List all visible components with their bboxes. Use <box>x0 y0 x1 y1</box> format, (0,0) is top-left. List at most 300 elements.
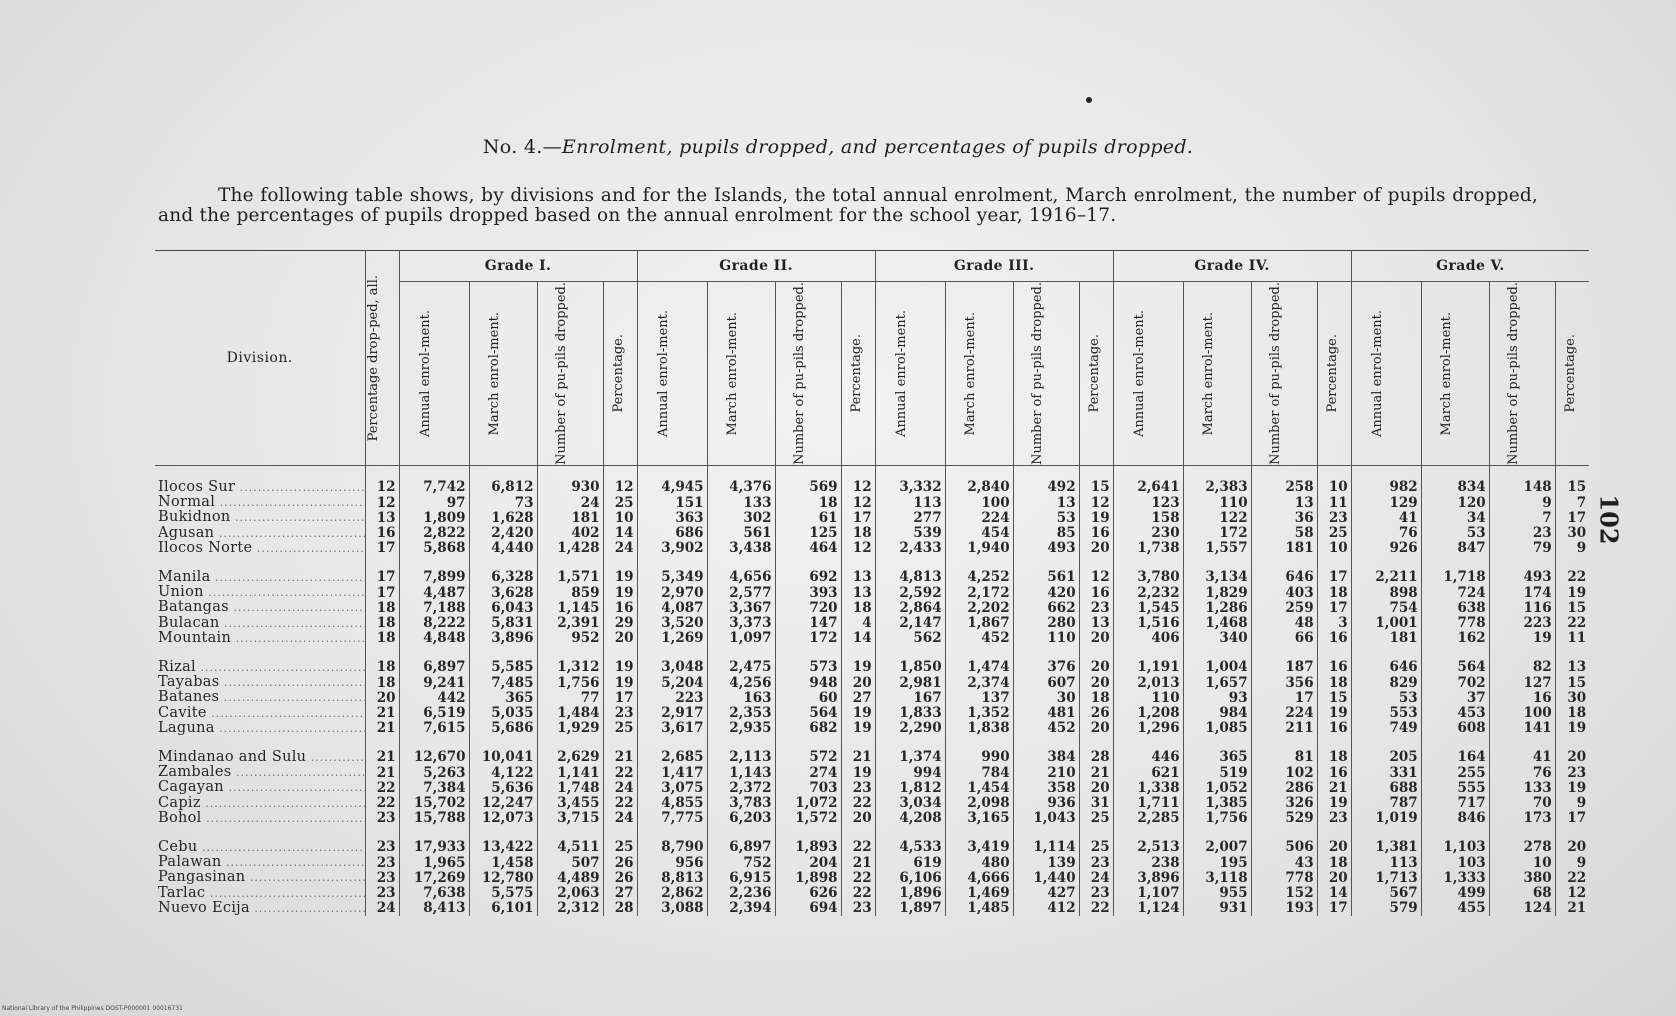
value-cell: 8,222 <box>399 616 469 631</box>
spacer-cell <box>1013 736 1079 750</box>
value-cell: 133 <box>1489 780 1555 795</box>
value-cell: 22 <box>841 840 875 855</box>
table-row <box>155 495 1589 510</box>
value-cell: 1,333 <box>1421 870 1489 885</box>
sub-column-header <box>775 282 841 466</box>
value-cell: 3,455 <box>537 796 603 811</box>
value-cell: 561 <box>1013 570 1079 585</box>
spacer-cell <box>775 556 841 570</box>
spacer-cell <box>365 646 399 660</box>
value-cell: 3,419 <box>945 840 1013 855</box>
table-row <box>155 675 1589 690</box>
value-cell: 572 <box>775 750 841 765</box>
sub-column-label: Number of pu-pils dropped. <box>1030 282 1046 465</box>
value-cell: 1,103 <box>1421 840 1489 855</box>
value-cell: 21 <box>365 750 399 765</box>
value-cell: 5,035 <box>469 706 537 721</box>
value-cell: 4 <box>841 616 875 631</box>
value-cell: 167 <box>875 690 945 705</box>
value-cell: 18 <box>841 526 875 541</box>
value-cell: 82 <box>1489 660 1555 675</box>
value-cell: 24 <box>603 541 637 556</box>
value-cell: 1,850 <box>875 660 945 675</box>
spacer-cell <box>1113 826 1183 840</box>
spacer-cell <box>1489 826 1555 840</box>
grade-header: Grade I. <box>399 251 637 282</box>
value-cell: 70 <box>1489 796 1555 811</box>
value-cell: 137 <box>945 690 1013 705</box>
value-cell: 8,413 <box>399 901 469 916</box>
value-cell: 19 <box>841 660 875 675</box>
value-cell: 25 <box>1317 526 1351 541</box>
value-cell: 13 <box>1013 495 1079 510</box>
value-cell: 16 <box>365 526 399 541</box>
spacer-cell <box>469 826 537 840</box>
value-cell: 1,738 <box>1113 541 1183 556</box>
value-cell: 1,838 <box>945 721 1013 736</box>
value-cell: 455 <box>1421 901 1489 916</box>
sub-column-label: Percentage. <box>1087 334 1103 413</box>
value-cell: 110 <box>1113 690 1183 705</box>
value-cell: 23 <box>1567 764 1587 781</box>
value-cell: 181 <box>1251 541 1317 556</box>
value-cell: 3,165 <box>945 811 1013 826</box>
value-cell: 173 <box>1489 811 1555 826</box>
spacer-cell <box>399 556 469 570</box>
value-cell: 113 <box>875 495 945 510</box>
value-cell: 464 <box>775 541 841 556</box>
value-cell: 452 <box>1013 721 1079 736</box>
spacer-cell <box>537 646 603 660</box>
value-cell: 6,897 <box>707 840 775 855</box>
table-header <box>155 251 1589 466</box>
value-cell: 579 <box>1351 901 1421 916</box>
spacer-cell <box>875 556 945 570</box>
value-cell: 30 <box>1013 690 1079 705</box>
value-cell: 18 <box>365 660 399 675</box>
grade-header: Grade II. <box>637 251 875 282</box>
spacer-cell <box>707 826 775 840</box>
spacer-cell <box>1555 556 1589 570</box>
group-spacer <box>155 736 1589 750</box>
value-cell: 2,172 <box>945 585 1013 600</box>
grade-header: Grade III. <box>875 251 1113 282</box>
spacer-cell <box>1183 465 1251 480</box>
value-cell: 61 <box>775 510 841 525</box>
value-cell: 2,981 <box>875 675 945 690</box>
spacer-cell <box>775 646 841 660</box>
spacer-cell <box>945 465 1013 480</box>
value-cell: 25 <box>603 721 637 736</box>
value-cell: 1,428 <box>537 541 603 556</box>
value-cell: 1,352 <box>945 706 1013 721</box>
value-cell: 493 <box>1489 570 1555 585</box>
value-cell: 12 <box>841 541 875 556</box>
spacer-cell <box>1555 646 1589 660</box>
value-cell: 2,312 <box>537 901 603 916</box>
value-cell: 224 <box>1251 706 1317 721</box>
value-cell: 2,822 <box>399 526 469 541</box>
value-cell: 608 <box>1421 721 1489 736</box>
value-cell: 10 <box>1489 855 1555 870</box>
value-cell: 13 <box>1251 495 1317 510</box>
value-cell: 1,557 <box>1183 541 1251 556</box>
value-cell: 1,269 <box>637 631 707 646</box>
value-cell: 26 <box>603 870 637 885</box>
value-cell: 19 <box>1567 720 1587 737</box>
value-cell: 19 <box>603 570 637 585</box>
value-cell: 412 <box>1013 901 1079 916</box>
value-cell: 37 <box>1421 690 1489 705</box>
value-cell: 5,263 <box>399 765 469 780</box>
value-cell: 956 <box>637 855 707 870</box>
value-cell: 22 <box>603 796 637 811</box>
value-cell: 100 <box>1489 706 1555 721</box>
spacer-cell <box>637 556 707 570</box>
grade-header: Grade V. <box>1351 251 1589 282</box>
value-cell: 3,034 <box>875 796 945 811</box>
value-cell: 20 <box>1079 780 1113 795</box>
spacer-cell <box>1251 736 1317 750</box>
value-cell: 331 <box>1351 765 1421 780</box>
value-cell: 662 <box>1013 600 1079 615</box>
group-spacer <box>155 646 1589 660</box>
spacer-cell <box>155 465 365 480</box>
value-cell: 621 <box>1113 765 1183 780</box>
division-name-cell: Batanes ..... <box>155 690 365 705</box>
table-row <box>155 811 1589 826</box>
value-cell: 21 <box>365 765 399 780</box>
value-cell: 1,052 <box>1183 780 1251 795</box>
division-name-cell: Capiz ..... <box>155 796 365 811</box>
value-cell: 982 <box>1351 480 1421 495</box>
value-cell: 2,840 <box>945 480 1013 495</box>
sub-column-header <box>1317 282 1351 466</box>
value-cell: 14 <box>841 631 875 646</box>
value-cell: 9 <box>1489 495 1555 510</box>
value-cell: 12 <box>1079 570 1113 585</box>
value-cell: 703 <box>775 780 841 795</box>
value-cell: 3,088 <box>637 901 707 916</box>
spacer-cell <box>1183 736 1251 750</box>
sub-column-header <box>603 282 637 466</box>
value-cell: 26 <box>1079 706 1113 721</box>
value-cell: 16 <box>1317 765 1351 780</box>
value-cell: 148 <box>1489 480 1555 495</box>
value-cell: 1,756 <box>1183 811 1251 826</box>
sub-column-label: March enrol-ment. <box>1439 311 1455 436</box>
value-cell: 3,118 <box>1183 870 1251 885</box>
value-cell: 13 <box>1567 659 1587 676</box>
value-cell: 12 <box>603 480 637 495</box>
value-cell: 1,381 <box>1351 840 1421 855</box>
value-cell: 2,147 <box>875 616 945 631</box>
sub-column-label: March enrol-ment. <box>1201 311 1217 436</box>
value-cell: 427 <box>1013 886 1079 901</box>
spacer-cell <box>1183 826 1251 840</box>
value-cell: 23 <box>1317 510 1351 525</box>
ink-dot <box>1086 97 1092 103</box>
value-cell: 7,775 <box>637 811 707 826</box>
value-cell: 1,107 <box>1113 886 1183 901</box>
value-cell: 7,384 <box>399 780 469 795</box>
value-cell: 406 <box>1113 631 1183 646</box>
value-cell: 286 <box>1251 780 1317 795</box>
value-cell: 9 <box>1576 540 1587 557</box>
value-cell: 124 <box>1489 901 1555 916</box>
value-cell: 122 <box>1183 510 1251 525</box>
value-cell: 21 <box>365 706 399 721</box>
spacer-cell <box>365 826 399 840</box>
value-cell: 30 <box>1567 689 1587 706</box>
sub-column-label: Number of pu-pils dropped. <box>1506 282 1522 465</box>
value-cell: 34 <box>1421 510 1489 525</box>
table-row <box>155 526 1589 541</box>
value-cell: 18 <box>365 675 399 690</box>
value-cell: 22 <box>1567 615 1587 632</box>
sub-column-label: Percentage. <box>1325 334 1341 413</box>
value-cell: 1,458 <box>469 855 537 870</box>
spacer-cell <box>1555 736 1589 750</box>
value-cell: 12 <box>1567 885 1587 902</box>
spacer-cell <box>841 556 875 570</box>
value-cell: 13,422 <box>469 840 537 855</box>
value-cell: 1,338 <box>1113 780 1183 795</box>
value-cell: 1,756 <box>537 675 603 690</box>
spacer-cell <box>841 646 875 660</box>
value-cell: 948 <box>775 675 841 690</box>
value-cell: 19 <box>603 660 637 675</box>
value-cell: 990 <box>945 750 1013 765</box>
value-cell: 18 <box>365 616 399 631</box>
spacer-cell <box>1113 465 1183 480</box>
spacer-cell <box>155 556 365 570</box>
spacer-cell <box>1113 556 1183 570</box>
spacer-cell <box>775 736 841 750</box>
sub-column-header <box>537 282 603 466</box>
value-cell: 255 <box>1421 765 1489 780</box>
value-cell: 1,143 <box>707 765 775 780</box>
value-cell: 1,571 <box>537 570 603 585</box>
value-cell: 6,519 <box>399 706 469 721</box>
spacer-cell <box>1013 556 1079 570</box>
table-row <box>155 510 1589 525</box>
table-row <box>155 870 1589 885</box>
value-cell: 28 <box>1079 750 1113 765</box>
spacer-cell <box>1079 826 1113 840</box>
spacer-cell <box>1013 646 1079 660</box>
spacer-cell <box>537 465 603 480</box>
value-cell: 778 <box>1421 616 1489 631</box>
value-cell: 529 <box>1251 811 1317 826</box>
value-cell: 2,433 <box>875 541 945 556</box>
value-cell: 5,636 <box>469 780 537 795</box>
spacer-cell <box>637 465 707 480</box>
value-cell: 20 <box>1317 870 1351 885</box>
value-cell: 3,780 <box>1113 570 1183 585</box>
value-cell: 15 <box>1567 479 1587 496</box>
value-cell: 22 <box>841 870 875 885</box>
spacer-cell <box>603 556 637 570</box>
spacer-cell <box>1351 465 1421 480</box>
sub-column-label: Annual enrol-ment. <box>1132 309 1148 437</box>
division-name-cell: Manila ..... <box>155 570 365 585</box>
value-cell: 4,122 <box>469 765 537 780</box>
percentage-dropped-all-label: Percentage drop-ped, all. <box>366 274 381 442</box>
value-cell: 2,007 <box>1183 840 1251 855</box>
spacer-cell <box>945 736 1013 750</box>
value-cell: 561 <box>707 526 775 541</box>
value-cell: 274 <box>775 765 841 780</box>
value-cell: 717 <box>1421 796 1489 811</box>
spacer-cell <box>1421 646 1489 660</box>
value-cell: 139 <box>1013 855 1079 870</box>
division-name-cell: Mountain ..... <box>155 631 365 646</box>
division-name-cell: Ilocos Norte ..... <box>155 541 365 556</box>
value-cell: 3,048 <box>637 660 707 675</box>
value-cell: 4,489 <box>537 870 603 885</box>
value-cell: 752 <box>707 855 775 870</box>
value-cell: 162 <box>1421 631 1489 646</box>
division-name-cell: Bohol ..... <box>155 811 365 826</box>
value-cell: 702 <box>1421 675 1489 690</box>
value-cell: 8,813 <box>637 870 707 885</box>
value-cell: 76 <box>1489 765 1555 780</box>
value-cell: 19 <box>841 706 875 721</box>
value-cell: 454 <box>945 526 1013 541</box>
spacer-cell <box>1489 465 1555 480</box>
value-cell: 646 <box>1251 570 1317 585</box>
table-row <box>155 780 1589 795</box>
value-cell: 1,141 <box>537 765 603 780</box>
intro-paragraph: The following table shows, by divisions and for the Islands, the total annual enrolment, March enrolment, the number of pupils dropped, and the percentages of pupils dropped based on the annual enrolment for the school year, 1916–17. <box>158 185 1538 226</box>
value-cell: 123 <box>1113 495 1183 510</box>
value-cell: 193 <box>1251 901 1317 916</box>
value-cell: 376 <box>1013 660 1079 675</box>
sub-column-label: Percentage. <box>1563 334 1579 413</box>
table-row <box>155 721 1589 736</box>
value-cell: 164 <box>1421 750 1489 765</box>
spacer-cell <box>841 465 875 480</box>
value-cell: 638 <box>1421 600 1489 615</box>
value-cell: 16 <box>1079 585 1113 600</box>
spacer-cell <box>637 736 707 750</box>
value-cell: 754 <box>1351 600 1421 615</box>
value-cell: 686 <box>637 526 707 541</box>
value-cell: 1,867 <box>945 616 1013 631</box>
table-body <box>155 465 1589 916</box>
value-cell: 519 <box>1183 765 1251 780</box>
value-cell: 442 <box>399 690 469 705</box>
value-cell: 846 <box>1421 811 1489 826</box>
value-cell: 68 <box>1489 886 1555 901</box>
sub-column-header <box>1251 282 1317 466</box>
value-cell: 420 <box>1013 585 1079 600</box>
value-cell: 172 <box>1183 526 1251 541</box>
value-cell: 1,085 <box>1183 721 1251 736</box>
value-cell: 4,848 <box>399 631 469 646</box>
value-cell: 481 <box>1013 706 1079 721</box>
value-cell: 1,474 <box>945 660 1013 675</box>
value-cell: 36 <box>1251 510 1317 525</box>
sub-column-label: Number of pu-pils dropped. <box>792 282 808 465</box>
value-cell: 23 <box>1317 811 1351 826</box>
value-cell: 564 <box>775 706 841 721</box>
top-spacer <box>155 465 1589 480</box>
value-cell: 23 <box>603 706 637 721</box>
value-cell: 720 <box>775 600 841 615</box>
value-cell: 23 <box>1489 526 1555 541</box>
value-cell: 3,075 <box>637 780 707 795</box>
group-spacer <box>155 556 1589 570</box>
value-cell: 18 <box>365 631 399 646</box>
sub-column-label: Number of pu-pils dropped. <box>1268 282 1284 465</box>
page-number: 102 <box>1594 494 1624 545</box>
sub-column-label: Annual enrol-ment. <box>418 309 433 437</box>
value-cell: 19 <box>1079 510 1113 525</box>
value-cell: 12 <box>365 480 399 495</box>
value-cell: 23 <box>1079 855 1113 870</box>
spacer-cell <box>1317 826 1351 840</box>
spacer-cell <box>365 736 399 750</box>
value-cell: 7,899 <box>399 570 469 585</box>
value-cell: 607 <box>1013 675 1079 690</box>
value-cell: 66 <box>1251 631 1317 646</box>
spacer-cell <box>399 736 469 750</box>
spacer-cell <box>1555 465 1589 480</box>
value-cell: 4,208 <box>875 811 945 826</box>
table-row <box>155 570 1589 585</box>
table-title-prefix: No. 4.— <box>482 136 562 158</box>
spacer-cell <box>1421 826 1489 840</box>
division-name-cell: Rizal ..... <box>155 660 365 675</box>
spacer-cell <box>707 465 775 480</box>
value-cell: 6,897 <box>399 660 469 675</box>
value-cell: 13 <box>841 570 875 585</box>
value-cell: 18 <box>841 600 875 615</box>
value-cell: 20 <box>841 811 875 826</box>
value-cell: 1,286 <box>1183 600 1251 615</box>
value-cell: 181 <box>1351 631 1421 646</box>
sub-column-header <box>399 282 469 466</box>
value-cell: 3,373 <box>707 616 775 631</box>
value-cell: 302 <box>707 510 775 525</box>
value-cell: 2,290 <box>875 721 945 736</box>
value-cell: 19 <box>841 721 875 736</box>
spacer-cell <box>1251 826 1317 840</box>
division-name-cell: Pangasinan ..... <box>155 870 365 885</box>
value-cell: 23 <box>1079 886 1113 901</box>
sub-column-header <box>1555 282 1589 466</box>
value-cell: 859 <box>537 585 603 600</box>
value-cell: 103 <box>1421 855 1489 870</box>
sub-column-header <box>1489 282 1555 466</box>
value-cell: 778 <box>1251 870 1317 885</box>
value-cell: 5,204 <box>637 675 707 690</box>
value-cell: 12,670 <box>399 750 469 765</box>
value-cell: 384 <box>1013 750 1079 765</box>
division-name-cell: Union ..... <box>155 585 365 600</box>
value-cell: 2,098 <box>945 796 1013 811</box>
value-cell: 14 <box>603 526 637 541</box>
value-cell: 365 <box>469 690 537 705</box>
value-cell: 452 <box>945 631 1013 646</box>
spacer-cell <box>1079 736 1113 750</box>
value-cell: 4,487 <box>399 585 469 600</box>
value-cell: 158 <box>1113 510 1183 525</box>
spacer-cell <box>875 646 945 660</box>
value-cell: 952 <box>537 631 603 646</box>
